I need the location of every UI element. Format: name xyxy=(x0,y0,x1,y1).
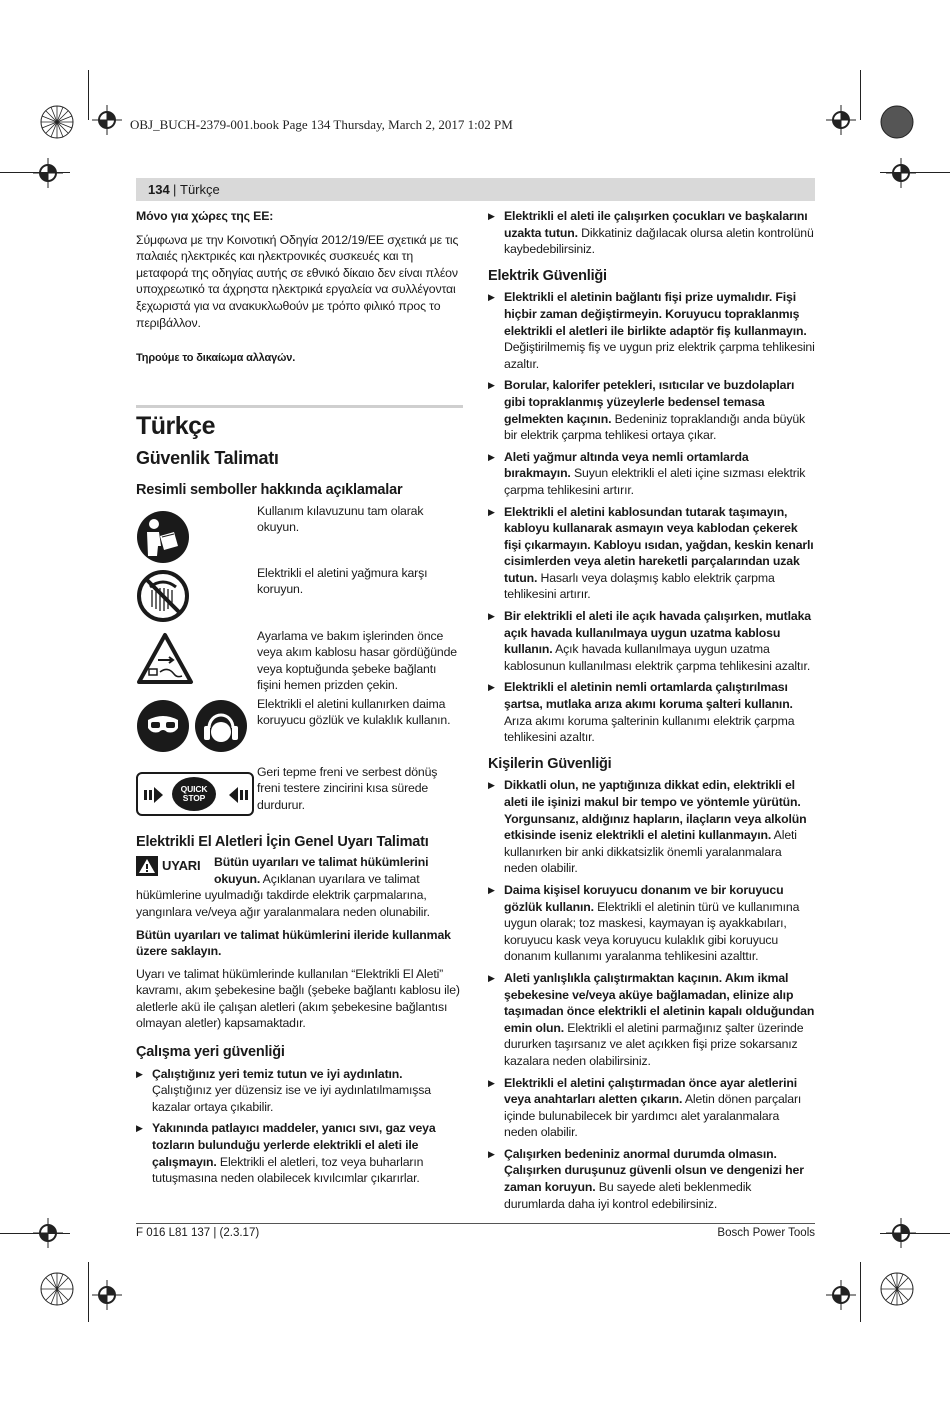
general-warning-title: Elektrikli El Aletleri İçin Genel Uyarı Talimatı xyxy=(136,833,429,850)
greek-rights-note: Τηρούμε το δικαίωμα αλλαγών. xyxy=(136,352,296,365)
registration-target-icon xyxy=(880,1272,914,1306)
warning-paragraph: UYARI Bütün uyarıları ve talimat hükümlerini okuyun. Açıklanan uyarılara ve talimat hükümlerine uyulmadığı takdirde elektrik çarpmalarına, yangınlara ve/veya ağır yaralanmalara neden olunabilir. xyxy=(136,855,430,919)
list-item: ▶ Elektrikli el aletinin bağlantı fişi prize uymalıdır. Fişi hiçbir zaman değiştirmeyin. Koruyucu topraklanmış elektrikli el aletleri ile birlikte adaptör fiş kullanmayın. Değiştirilmemiş fiş ve uygun priz elektrik çarpma tehlikesini azaltır. xyxy=(488,289,815,372)
footer-brand: Bosch Power Tools xyxy=(717,1227,815,1239)
list-item: ▶ Bir elektrikli el aleti ile açık havada çalışırken, mutlaka açık havada kullanılmaya uygun uzatma kablosu kullanın. Açık havada kullanılmaya uygun uzatma kablosunun kullanılması elektrik çarpma tehlikesini azaltır. xyxy=(488,608,815,674)
page-number: 134 xyxy=(148,182,170,197)
electric-safety-title: Elektrik Güvenliği xyxy=(488,267,607,284)
list-item: ▶ Elektrikli el aletini çalıştırmadan önce ayar aletlerini veya anahtarları aletten çıkarın. Aletin dönen parçaları içinde bulunabilecek bir yardımcı alet yaralanmalara neden olabilir. xyxy=(488,1075,815,1141)
symbol-description: Geri tepme freni ve serbest dönüş freni testere zincirini kısa sürede durdurur. xyxy=(257,764,438,812)
section-rule xyxy=(136,405,463,408)
symbol-description: Ayarlama ve bakım işlerinden önce veya akım kablosu hasar gördüğünde veya koptuğunda şebeke bağlantı fişini hemen prizden çekin. xyxy=(257,628,457,693)
list-item: ▶ Dikkatli olun, ne yaptığınıza dikkat edin, elektrikli el aleti ile işinizi makul bir tempo ve yöntemle yürütün. Yorgunsanız, aldığınız hapların, ilaçların veya alkolün etkisinde iseniz elektrikli el aletini kullanmayın. Aleti kullanırken bir anki dikkatsizlik önemli yaralanmalara neden olabilir. xyxy=(488,777,815,877)
header-section: Türkçe xyxy=(180,182,220,197)
list-item: ▶ Aleti yağmur altında veya nemli ortamlarda bırakmayın. Suyun elektrikli el aleti içine sızması elektrik çarpma tehlikesini artırır. xyxy=(488,449,815,499)
page-header xyxy=(136,178,815,201)
symbol-description: Elektrikli el aletini kullanırken daima koruyucu gözlük ve kulaklık kullanın. xyxy=(257,696,451,728)
quickstop-icon xyxy=(136,772,254,816)
symbol-description: Elektrikli el aletini yağmura karşı koruyun. xyxy=(257,565,428,597)
registration-cross-icon xyxy=(886,1218,916,1248)
keep-instructions: Bütün uyarıları ve talimat hükümlerini ileride kullanmak üzere saklayın. xyxy=(136,927,451,959)
list-item: ▶ Elektrikli el aleti ile çalışırken çocukları ve başkalarını uzakta tutun. Dikkatiniz dağılacak olursa aletin kontrolünü kaybedebilirsiniz. xyxy=(488,208,815,258)
list-item: ▶ Aleti yanlışlıkla çalıştırmaktan kaçının. Akım ikmal şebekesine ve/veya aküye bağlamadan, elinize alıp taşımadan önce elektrikli el aletinin kapalı olduğundan emin olun. Elektrikli el aletini parmağınız şalter üzerinde dururken taşırsanız ve alet açıkken fişi prize sokarsanız kazalara neden olabilirsiniz. xyxy=(488,970,815,1070)
registration-cross-icon xyxy=(33,158,63,188)
unplug-warning-icon xyxy=(136,632,194,686)
quickstop-badge: QUICK STOP xyxy=(172,777,216,811)
list-item: ▶ Elektrikli el aletinin nemli ortamlarda çalıştırılması şartsa, mutlaka arıza akımı koruma şalteri kullanın. Arıza akımı koruma şalterinin kullanımı elektrik çarpma tehlikesini azaltır. xyxy=(488,679,815,745)
symbol-description: Kullanım kılavuzunu tam olarak okuyun. xyxy=(257,503,424,535)
list-item: ▶ Borular, kalorifer petekleri, ısıtıcılar ve buzdolapları gibi topraklanmış yüzeylerle bedensel temasa gelmekten kaçının. Bedeniniz topraklandığı anda büyük bir elektrik çarpma tehlikesi ortaya çıkar. xyxy=(488,377,815,443)
registration-cross-icon xyxy=(886,158,916,188)
header-separator: | xyxy=(173,182,177,197)
read-manual-icon xyxy=(136,510,190,564)
footer-doc-code: F 016 L81 137 | (2.3.17) xyxy=(136,1227,260,1239)
symbols-table xyxy=(136,499,463,831)
print-info-line: OBJ_BUCH-2379-001.book Page 134 Thursday, March 2, 2017 1:02 PM xyxy=(130,117,513,132)
goggles-earmuffs-icon xyxy=(136,698,248,754)
registration-target-icon xyxy=(40,105,74,139)
grey-target-icon xyxy=(880,105,914,139)
registration-cross-icon xyxy=(92,1280,122,1310)
registration-cross-icon xyxy=(33,1218,63,1248)
greek-paragraph: Σύμφωνα με την Κοινοτική Οδηγία 2012/19/ΕΕ σχετικά με τις παλαιές ηλεκτρικές και ηλεκτρονικές συσκευές και τη μεταφορά της οδηγίας αυτής σε εθνικό δίκαιο δεν είναι πλέον υποχρεωτικό τα άχρηστα ηλεκτρικά εργαλεία να συλλέγονται ξεχωριστά για να ανακυκλωθούν με τρόπο φιλικό προς το περιβάλλον. xyxy=(136,232,459,330)
left-column xyxy=(136,208,463,1192)
symbols-title: Resimli semboller hakkında açıklamalar xyxy=(136,481,403,498)
list-item: ▶ Çalıştığınız yeri temiz tutun ve iyi aydınlatın. Çalıştığınız yer düzensiz ise ve iyi aydınlatılmamışsa kazalar ortaya çıkabilir. xyxy=(136,1066,463,1116)
warning-triangle-icon xyxy=(136,856,158,876)
right-column xyxy=(488,208,815,1217)
registration-cross-icon xyxy=(826,105,856,135)
registration-cross-icon xyxy=(92,105,122,135)
registration-target-icon xyxy=(40,1272,74,1306)
personal-safety-title: Kişilerin Güvenliği xyxy=(488,755,612,772)
no-rain-icon xyxy=(136,569,190,623)
list-item: ▶ Çalışırken bedeniniz anormal durumda olmasın. Çalışırken duruşunuz güvenli olsun ve dengenizi her zaman koruyun. Bu sayede aleti beklenmedik durumlarda daha iyi kontrol edebilirsiniz. xyxy=(488,1146,815,1212)
greek-heading: Μόνο για χώρες της ΕΕ: xyxy=(136,209,274,223)
safety-title: Güvenlik Talimatı xyxy=(136,448,279,469)
workplace-title: Çalışma yeri güvenliği xyxy=(136,1044,285,1061)
registration-cross-icon xyxy=(826,1280,856,1310)
warning-label: UYARI xyxy=(136,856,208,878)
page-footer xyxy=(136,1223,815,1239)
list-item: ▶ Daima kişisel koruyucu donanım ve bir koruyucu gözlük kullanın. Elektrikli el aletinin türü ve kullanımına uygun olarak; toz maskesi, kaymayan iş ayakkabıları, koruyucu kask veya koruyucu kulaklık gibi koruyucu donanım kullanımı yaralanma tehlikesini azalttır. xyxy=(488,882,815,965)
language-title: Türkçe xyxy=(136,411,215,440)
list-item: ▶ Elektrikli el aletini kablosundan tutarak taşımayın, kabloyu kullanarak asmayın veya kablodan çekerek fişi çıkarmayın. Kabloyu ısıdan, yağdan, keskin kenarlı cisimlerden veya aletin hareketli parçalarından uzak tutun. Hasarlı veya dolaşmış kablo elektrik çarpma tehlikesini artırır. xyxy=(488,504,815,604)
definition-paragraph: Uyarı ve talimat hükümlerinde kullanılan “Elektrikli El Aleti” kavramı, akım şebekesine bağlı (şebeke bağlantı kablosu ile) aletlerle akü ile çalışan aletleri (akım şebekesine bağlantısı olmayan aletler) kapsamaktadır. xyxy=(136,966,460,1031)
list-item: ▶ Yakınında patlayıcı maddeler, yanıcı sıvı, gaz veya tozların bulunduğu yerlerde elektrikli el aleti ile çalışmayın. Elektrikli el aletleri, toz veya buharların tutuşmasına neden olabilecek kıvılcımlar çıkarırlar. xyxy=(136,1120,463,1186)
